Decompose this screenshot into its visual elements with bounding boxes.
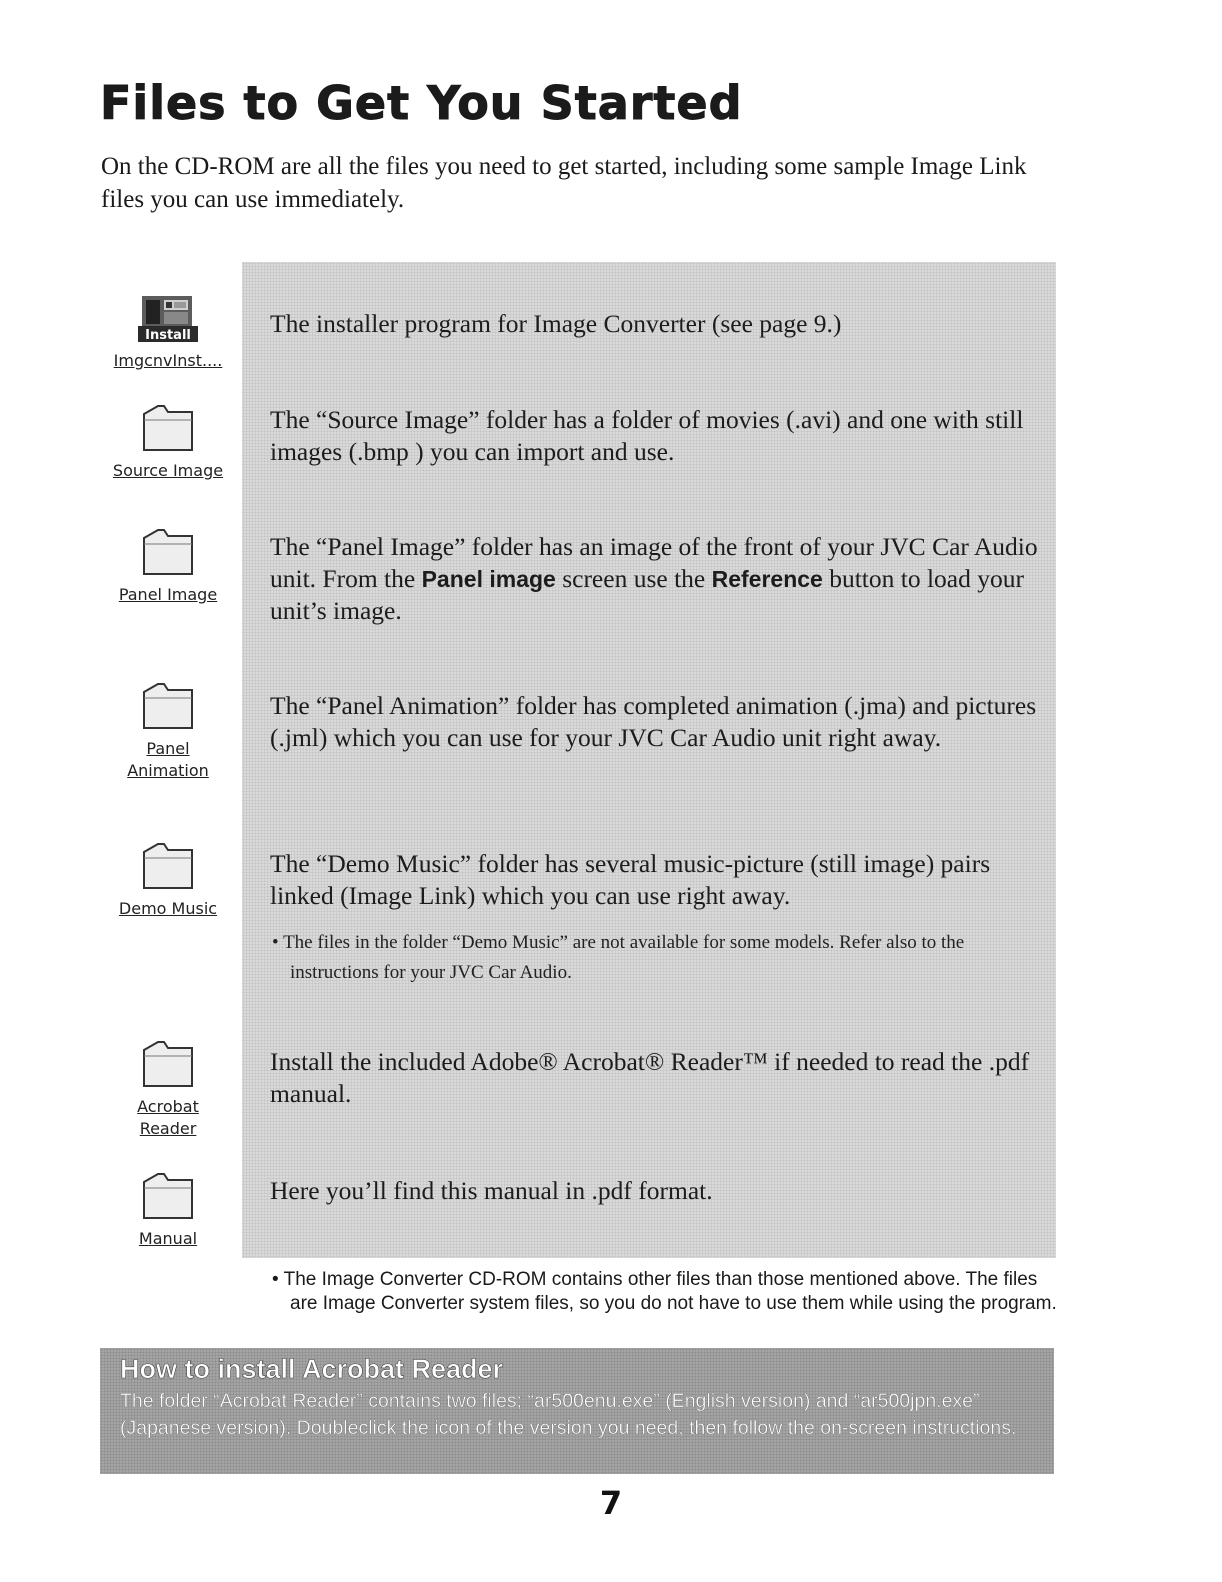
howto-install-box xyxy=(100,1348,1054,1474)
intro-paragraph: On the CD-ROM are all the files you need to get started, including some sample Image Link files you can use immediately. xyxy=(101,153,1027,213)
footnote-text: The Image Converter CD-ROM contains other files than those mentioned above. The files are Image Converter system files, so you do not have to use them while using the program. xyxy=(283,1269,1057,1314)
demo-music-description: The “Demo Music” folder has several music-picture (still image) pairs linked (Image Link) which you can use right away. xyxy=(270,849,991,910)
folder-label-line: Acrobat xyxy=(137,1097,199,1116)
panel-image-folder[interactable] xyxy=(98,528,238,606)
text-run: button to load your unit’s image. xyxy=(270,564,1024,625)
source-image-folder[interactable] xyxy=(98,404,238,482)
acrobat-reader-description: Install the included Adobe® Acrobat® Reader™ if needed to read the .pdf manual. xyxy=(270,1047,1030,1108)
folder-icon xyxy=(138,1040,198,1090)
folder-icon xyxy=(138,404,198,454)
panel-image-description xyxy=(270,531,1045,627)
acrobat-reader-folder[interactable] xyxy=(98,1040,238,1140)
demo-music-note xyxy=(272,928,1050,988)
folder-label-line: Panel xyxy=(146,739,190,758)
bold-term-reference: Reference xyxy=(711,566,823,592)
bullet: • xyxy=(272,932,279,953)
page-number: 7 xyxy=(599,1484,623,1522)
panel-animation-description: The “Panel Animation” folder has completed animation (.jma) and pictures (.jml) which you can use for your JVC Car Audio unit right away. xyxy=(270,691,1037,752)
file-label: ImgcnvInst.... xyxy=(113,351,223,370)
installer-icon xyxy=(138,292,198,344)
folder-label xyxy=(98,738,238,782)
folder-label-line: Reader xyxy=(139,1119,197,1138)
manual-folder[interactable] xyxy=(98,1172,238,1250)
folder-icon xyxy=(138,842,198,892)
bullet: • xyxy=(272,1269,279,1290)
folder-icon xyxy=(138,528,198,578)
folder-label-line: Animation xyxy=(127,761,209,780)
installer-file[interactable] xyxy=(98,292,238,372)
folder-label: Demo Music xyxy=(118,899,218,918)
folder-label: Manual xyxy=(138,1229,198,1248)
install-badge: Install xyxy=(145,328,191,343)
folder-label xyxy=(98,1096,238,1140)
bold-term-panel-image: Panel image xyxy=(421,566,556,592)
howto-title: How to install Acrobat Reader xyxy=(120,1354,504,1384)
howto-body: The folder “Acrobat Reader” contains two files; “ar500enu.exe” (English version) and “ar500jpn.exe” (Japanese version). Doubleclick the icon of the version you need, then follow the on-screen instructions. xyxy=(120,1390,1017,1439)
page-title: Files to Get You Started xyxy=(100,76,743,130)
text-run: The “Panel Image” folder has an image of the front of your JVC Car Audio unit. From the xyxy=(270,532,1038,593)
folder-icon xyxy=(138,1172,198,1222)
folder-label: Panel Image xyxy=(118,585,218,604)
source-image-description: The “Source Image” folder has a folder of movies (.avi) and one with still images (.bmp ) you can import and use. xyxy=(270,405,1024,466)
folder-icon xyxy=(138,682,198,732)
panel-animation-folder[interactable] xyxy=(98,682,238,782)
installer-description: The installer program for Image Converter (see page 9.) xyxy=(270,309,842,338)
note-text: The files in the folder “Demo Music” are not available for some models. Refer also to the instructions for your JVC Car Audio. xyxy=(283,932,965,983)
text-run: screen use the xyxy=(555,564,712,593)
cdrom-footnote xyxy=(272,1268,1070,1316)
manual-description: Here you’ll find this manual in .pdf format. xyxy=(270,1176,713,1205)
folder-label: Source Image xyxy=(112,461,224,480)
demo-music-folder[interactable] xyxy=(98,842,238,920)
